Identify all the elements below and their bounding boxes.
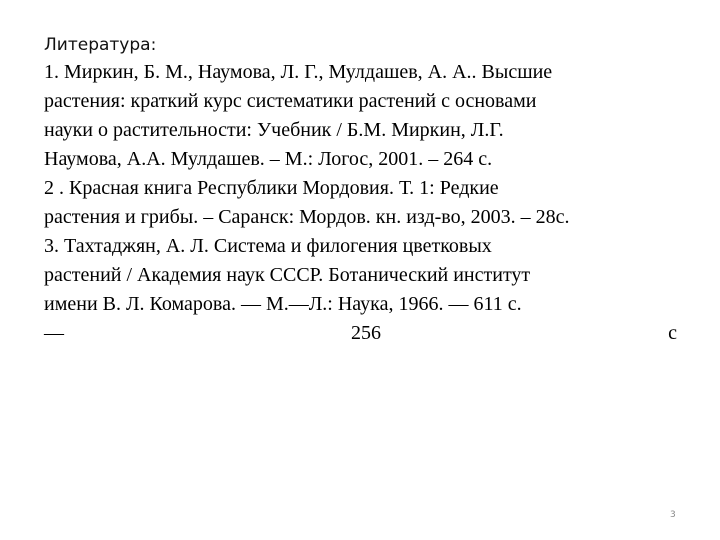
- reference-line: имени В. Л. Комарова. — М.—Л.: Наука, 1966. — 611 с.: [44, 293, 522, 315]
- reference-last-line: [44, 319, 677, 348]
- reference-line: 2 . Красная книга Республики Мордовия. Т. 1: Редкие: [44, 177, 499, 199]
- literature-heading: Литература:: [44, 35, 157, 55]
- reference-line: растения: краткий курс систематики растений с основами: [44, 90, 537, 112]
- reference-pages: 256: [351, 322, 382, 344]
- reference-pages-unit: с: [668, 322, 677, 344]
- page-number: 3: [670, 510, 676, 520]
- reference-dash: —: [44, 322, 64, 344]
- reference-line: науки о растительности: Учебник / Б.М. Миркин, Л.Г.: [44, 119, 504, 141]
- reference-line: растения и грибы. – Саранск: Мордов. кн. изд-во, 2003. – 28с.: [44, 206, 570, 228]
- reference-line: растений / Академия наук СССР. Ботанический институт: [44, 264, 531, 286]
- reference-line: 1. Миркин, Б. М., Наумова, Л. Г., Мулдашев, А. А.. Высшие: [44, 61, 553, 83]
- reference-line: 3. Тахтаджян, А. Л. Система и филогения цветковых: [44, 235, 492, 257]
- reference-list: [44, 58, 677, 348]
- reference-line: Наумова, А.А. Мулдашев. – М.: Логос, 2001. – 264 с.: [44, 148, 493, 170]
